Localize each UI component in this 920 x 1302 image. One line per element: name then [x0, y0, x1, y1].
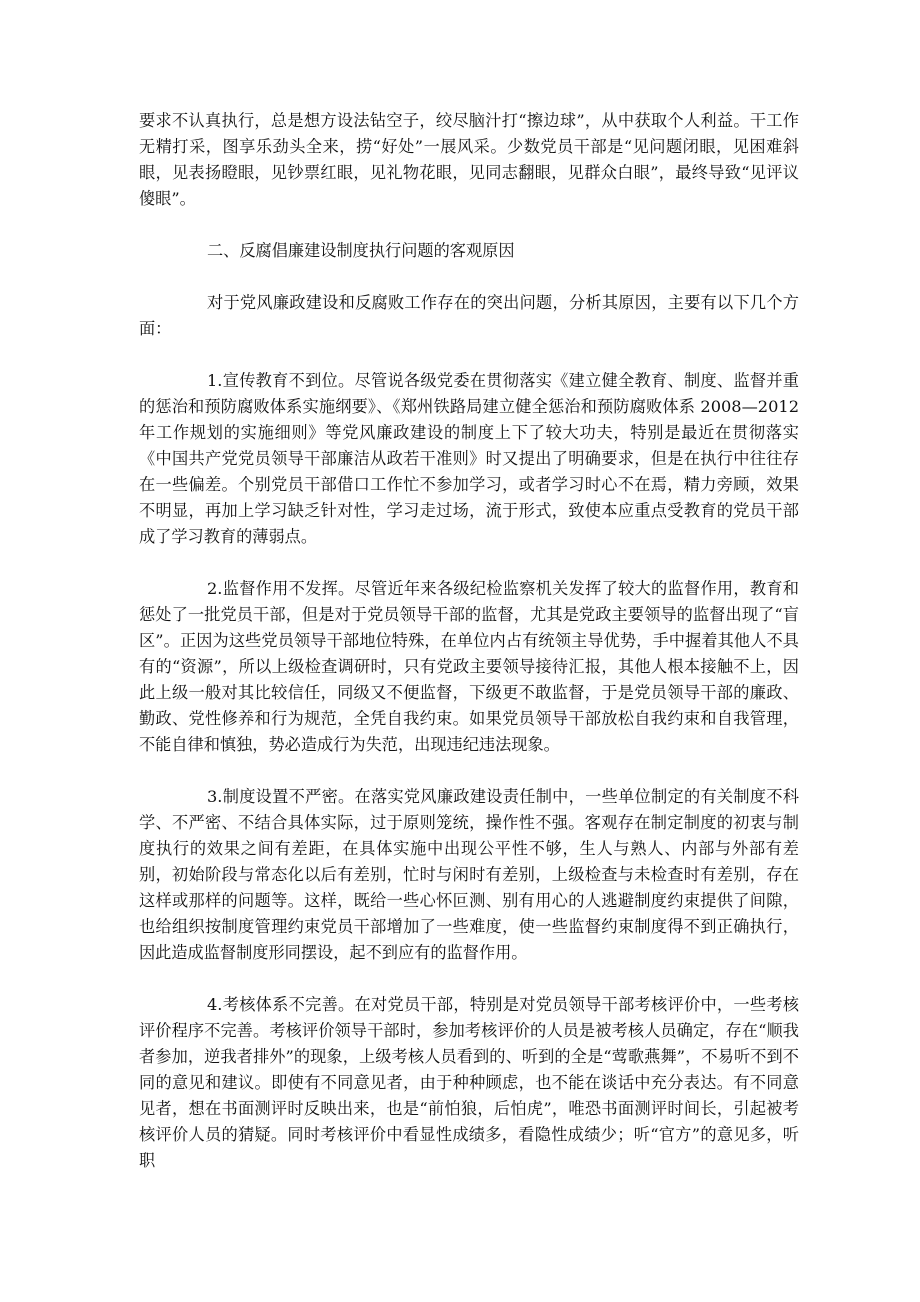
document-body: [139, 108, 799, 1174]
paragraph-continuation: 要求不认真执行，总是想方设法钻空子，绞尽脑汁打“擦边球”，从中获取个人利益。干工作无精打采，图享乐劲头全来，捞“好处”一展风采。少数党员干部是“见问题闭眼，见困难斜眼，见表扬瞪眼，见钞票红眼，见礼物花眼，见同志翻眼，见群众白眼”，最终导致“见评议傻眼”。: [139, 111, 799, 208]
section-heading: 二、反腐倡廉建设制度执行问题的客观原因: [207, 241, 515, 260]
paragraph-item-3: 3.制度设置不严密。在落实党风廉政建设责任制中，一些单位制定的有关制度不科学、不严密、不结合具体实际，过于原则笼统，操作性不强。客观存在制定制度的初衷与制度执行的效果之间有差距，在具体实施中出现公平性不够，生人与熟人、内部与外部有差别，初始阶段与常态化以后有差别，忙时与闲时有差别，上级检查与未检查时有差别，存在这样或那样的问题等。这样，既给一些心怀叵测、别有用心的人逃避制度约束提供了间隙，也给组织按制度管理约束党员干部增加了一些难度，使一些监督约束制度得不到正确执行，因此造成监督制度形同摆设，起不到应有的监督作用。: [139, 787, 799, 962]
paragraph-item-1: 1.宣传教育不到位。尽管说各级党委在贯彻落实《建立健全教育、制度、监督并重的惩治和预防腐败体系实施纲要》、《郑州铁路局建立健全惩治和预防腐败体系 2008—2012 年工作规划的实施细则》等党风廉政建设的制度上下了较大功夫，特别是最近在贯彻落实《中国共产党党员领导干部廉洁从政若干准则》时又提出了明确要求，但是在执行中往往存在一些偏差。个别党员干部借口工作忙不参加学习，或者学习时心不在焉，精力旁顾，效果不明显，再加上学习缺乏针对性，学习走过场，流于形式，致使本应重点受教育的党员干部成了学习教育的薄弱点。: [139, 371, 799, 546]
paragraph-item-4: 4.考核体系不完善。在对党员干部，特别是对党员领导干部考核评价中，一些考核评价程序不完善。考核评价领导干部时，参加考核评价的人员是被考核人员确定，存在“顺我者参加，逆我者排外”的现象，上级考核人员看到的、听到的全是“莺歌燕舞”，不易听不到不同的意见和建议。即使有不同意见者，由于种种顾虑，也不能在谈话中充分表达。有不同意见者，想在书面测评时反映出来，也是“前怕狼，后怕虎”，唯恐书面测评时间长，引起被考核评价人员的猜疑。同时考核评价中看显性成绩多，看隐性成绩少；听“官方”的意见多，听职: [139, 995, 799, 1170]
paragraph-intro: 对于党风廉政建设和反腐败工作存在的突出问题，分析其原因，主要有以下几个方面：: [139, 293, 799, 338]
paragraph-item-2: 2.监督作用不发挥。尽管近年来各级纪检监察机关发挥了较大的监督作用，教育和惩处了一批党员干部，但是对于党员领导干部的监督，尤其是党政主要领导的监督出现了“盲区”。正因为这些党员领导干部地位特殊，在单位内占有统领主导优势，手中握着其他人不具有的“资源”，所以上级检查调研时，只有党政主要领导接待汇报，其他人根本接触不上，因此上级一般对其比较信任，同级又不便监督，下级更不敢监督，于是党员领导干部的廉政、勤政、党性修养和行为规范，全凭自我约束。如果党员领导干部放松自我约束和自我管理，不能自律和慎独，势必造成行为失范，出现违纪违法现象。: [139, 579, 799, 754]
